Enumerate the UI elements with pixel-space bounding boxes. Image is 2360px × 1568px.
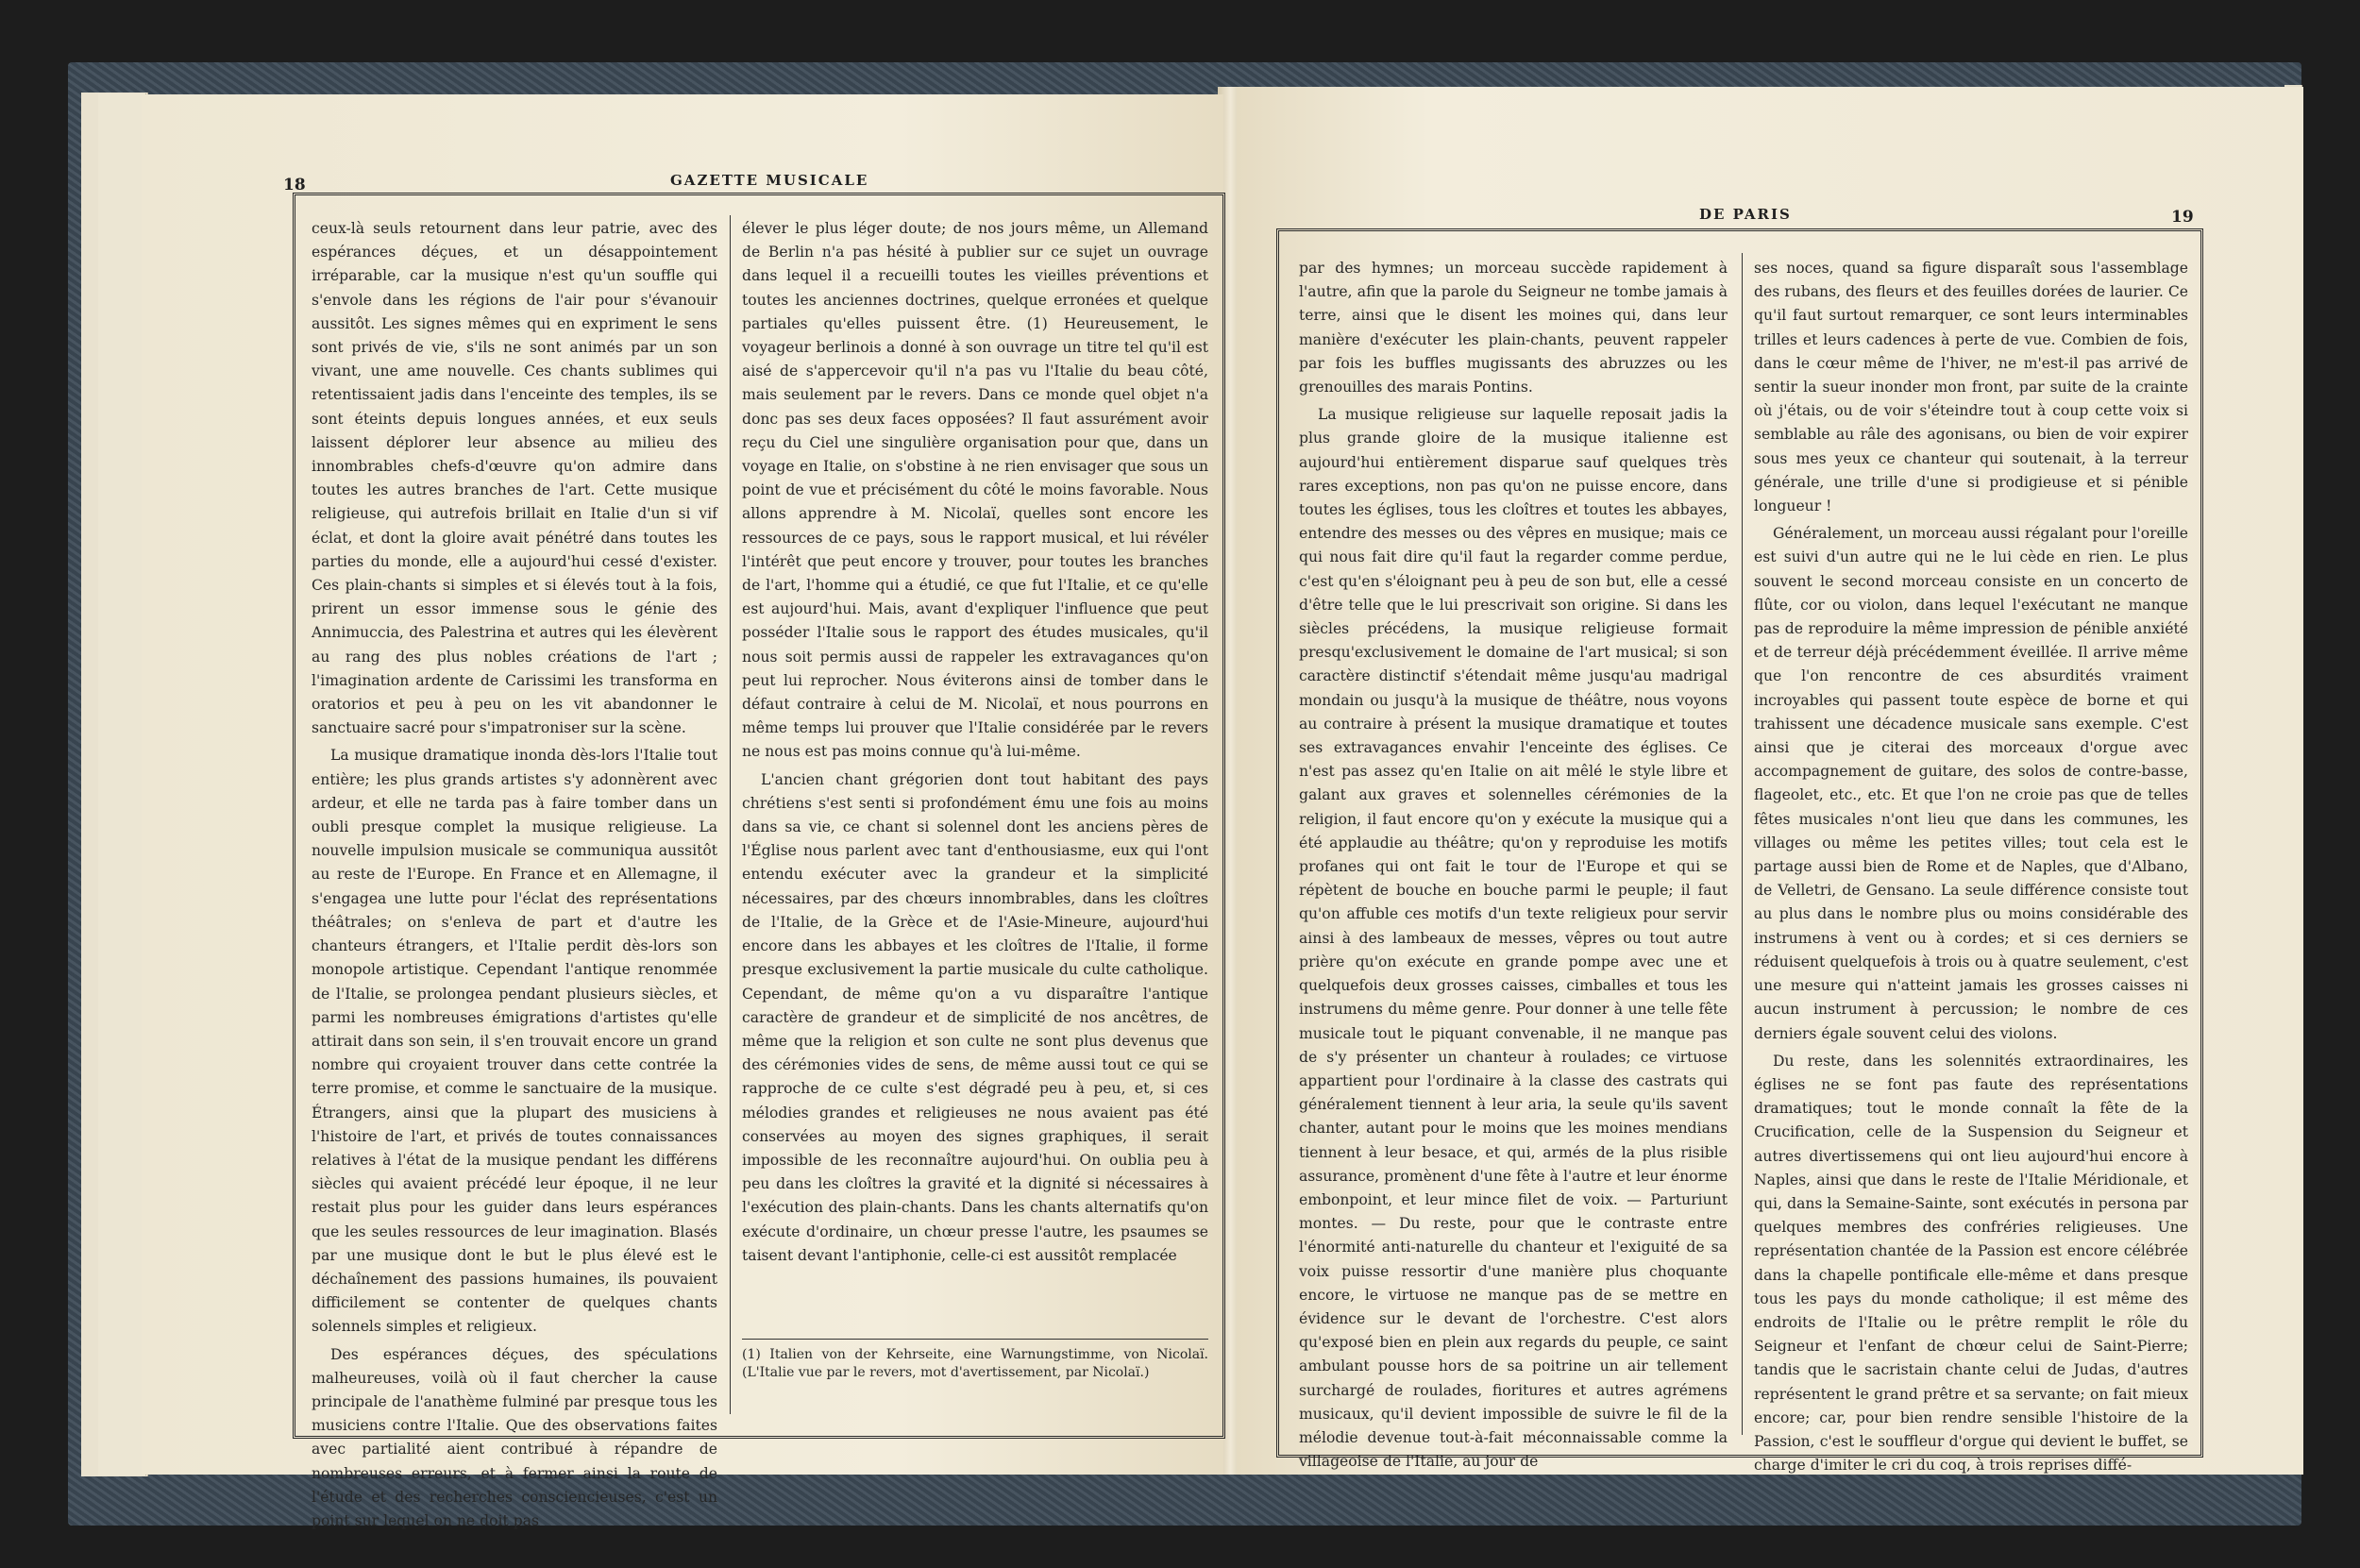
running-head: GAZETTE MUSICALE [670,172,869,189]
right-page-column-1 [1299,257,1728,1471]
running-head: DE PARIS [1699,206,1792,223]
footnote: (1) Italien von der Kehrseite, eine Warnungstimme, von Nicolaï. (L'Italie vue par le revers, mot d'avertissement, par Nicolaï.) [742,1347,1208,1380]
left-page-column-1 [312,217,717,1529]
column-rule [730,215,731,1414]
paragraph: élever le plus léger doute; de nos jours même, un Allemand de Berlin n'a pas hésité à publier sur ce sujet un ouvrage dans lequel il a recueilli toutes les vieilles préventions et toutes les anciennes doctrines, quelque erronées et quelque partiales qu'elles puissent être. (1) Heureusement, le voyageur berlinois a donné à son ouvrage un titre tel qu'il est aisé de s'appercevoir qu'il n'a pas vu l'Italie du beau côté, mais seulement par le revers. Dans ce monde quel objet n'a donc pas ses deux faces opposées? Il faut assurément avoir reçu du Ciel une singulière organisation pour que, dans un voyage en Italie, on s'obstine à ne rien envisager que sous un point de vue et précisément du côté le moins favorable. Nous allons apprendre à M. Nicolaï, quelles sont encore les ressources de ce pays, sous le rapport musical, et lui révéler l'intérêt que peut encore y trouver, pour toutes les branches de l'art, l'homme qui a étudié, ce que fut l'Italie, et ce qu'elle est aujourd'hui. Mais, avant d'expliquer l'influence que peut posséder l'Italie sous le rapport des études musicales, qu'il nous soit permis aussi de rappeler les extravagances qu'on peut lui reprocher. Nous éviterons ainsi de tomber dans le défaut contraire à celui de M. Nicolaï, et nous pourrons en même temps lui prouver que l'Italie considérée par le revers ne nous est pas moins connue qu'à lui-même. [742,220,1208,761]
paragraph: ceux-là seuls retournent dans leur patrie, avec des espérances déçues, et un désappointement irréparable, car la musique n'est qu'un souffle qui s'envole dans les régions de l'air pour s'évanouir aussitôt. Les signes mêmes qui en expriment le sens sont privés de vie, s'ils ne sont animés par un son vivant, une ame nouvelle. Ces chants sublimes qui retentissaient jadis dans l'enceinte des temples, ils se sont éteints depuis longues années, et eux seuls laissent déplorer leur absence au milieu des innombrables chefs-d'œuvre qu'on admire dans toutes les autres branches de l'art. Cette musique religieuse, qui autrefois brillait en Italie d'un si vif éclat, et dont la gloire avait pénétré dans toutes les parties du monde, elle a aujourd'hui cessé d'exister. Ces plain-chants si simples et si élevés tout à la fois, prirent un essor immense sous le génie des Annimuccia, des Palestrina et autres qui les élevèrent au rang des plus nobles créations de l'art ; l'imagination ardente de Carissimi les transforma en oratorios et peu à peu on les vit abandonner le sanctuaire sacré pour s'impatroniser sur la scène. [312,220,717,737]
page-number: 18 [283,176,306,194]
paragraph: La musique religieuse sur laquelle reposait jadis la plus grande gloire de la musique italienne est aujourd'hui entièrement disparue sauf quelques très rares exceptions, non pas qu'on ne puisse encore, dans toutes les églises, tous les cloîtres et toutes les abbayes, entendre des messes ou des vêpres en musique; mais ce qui nous fait dire qu'il faut la regarder comme perdue, c'est qu'en s'éloignant peu à peu de son but, elle a cessé d'être telle que le lui prescrivait son origine. Si dans les siècles précédens, la musique religieuse formait presqu'exclusivement le domaine de l'art musical; si son caractère distinctif s'étendait même jusqu'au madrigal mondain ou jusqu'à la musique de théâtre, nous voyons au contraire à présent la musique dramatique et toutes ses extravagances envahir l'enceinte des églises. Ce n'est pas assez qu'en Italie on ait mêlé le style libre et galant aux graves et solennelles cérémonies de la religion, il faut encore qu'on y exécute la musique qui a été applaudie au théâtre; qu'on y reproduise les motifs profanes qui ont fait le tour de l'Europe et qui se répètent de bouche en bouche parmi le peuple; il faut qu'on affuble ces motifs d'un texte religieux pour servir ainsi à des lambeaux de messes, vêpres ou tout autre prière qu'on exécute en grande pompe avec une et quelquefois deux grosses caisses, cimballes et tous les instrumens du même genre. Pour donner à une telle fête musicale tout le piquant convenable, il ne manque pas de s'y présenter un chanteur à roulades; ce virtuose appartient pour l'ordinaire à la classe des castrats qui généralement tiennent à leur aria, la seule qu'ils savent chanter, autant pour le moins que les moines mendians tiennent à leur besace, et qui, armés de la plus risible assurance, promènent d'une fête à l'autre et leur énorme embonpoint, et leur mince filet de voix. — Parturiunt montes. — Du reste, pour que le contraste entre l'énormité anti-naturelle du chanteur et l'exiguité de sa voix puisse ressortir d'une manière plus choquante encore, le virtuose ne manque pas de se mettre en évidence sur le devant de l'orchestre. C'est alors qu'exposé bien en plein aux regards du peuple, ce saint ambulant pousse hors de sa poitrine un air tellement surchargé de roulades, fioritures et autres agrémens musicaux, qu'il devient impossible de suivre le fil de la mélodie devenue tout-à-fait méconnaissable comme la villageoise de l'Italie, au jour de [1299,406,1728,1471]
right-page [1237,87,2303,1475]
page-number: 19 [2171,208,2194,227]
left-page-column-2 [742,217,1208,1293]
paragraph: ses noces, quand sa figure disparaît sous l'assemblage des rubans, des fleurs et des feuilles dorées de laurier. Ce qu'il faut surtout remarquer, ce sont leurs interminables trilles et leurs cadences à perte de vue. Combien de fois, dans le cœur même de l'hiver, ne m'est-il pas arrivé de sentir la sueur inonder mon front, par suite de la crainte où j'étais, ou de voir s'éteindre tout à coup cette voix si semblable au râle des agonisans, ou bien de voir expirer sous mes yeux ce chanteur qui soutenait, à la terreur générale, une trille d'une si prodigieuse et si pénible longueur ! [1754,260,2188,515]
paragraph: Du reste, dans les solennités extraordinaires, les églises ne se font pas faute des représentations dramatiques; tout le monde connaît la fête de la Crucification, celle de la Suspension du Seigneur et autres divertissemens qui ont lieu aujourd'hui encore à Naples, ainsi que dans le reste de l'Italie Méridionale, et qui, dans la Semaine-Sainte, sont exécutés in persona par quelques membres des confréries religieuses. Une représentation chantée de la Passion est encore célébrée dans la chapelle pontificale elle-même et dans presque tous les pays du monde catholique; il est même des endroits de l'Italie ou le prêtre remplit le rôle du Seigneur et l'enfant de chœur celui de Saint-Pierre; tandis que le sacristain chante celui de Judas, d'autres représentent le grand prêtre et sa servante; on fait mieux encore; car, pour bien rendre sensible l'histoire de la Passion, c'est le souffleur d'orgue qui devient le buffet, se charge d'imiter le cri du coq, à trois reprises diffé- [1754,1052,2188,1475]
paragraph: Des espérances déçues, des spéculations malheureuses, voilà où il faut chercher la cause principale de l'anathème fulminé par presque tous les musiciens contre l'Italie. Que des observations faites avec partialité aient contribué à répandre de nombreuses erreurs, et à fermer ainsi la route de l'étude et des recherches consciencieuses, c'est un point sur lequel on ne doit pas [312,1345,717,1529]
paragraph: par des hymnes; un morceau succède rapidement à l'autre, afin que la parole du Seigneur ne tombe jamais à terre, ainsi que le disent les moines qui, dans leur manière d'exécuter les plain-chants, peuvent rappeler par fois les buffles mugissants des abruzzes ou les grenouilles des marais Pontins. [1299,260,1728,396]
paragraph: La musique dramatique inonda dès-lors l'Italie tout entière; les plus grands artistes s'y adonnèrent avec ardeur, et elle ne tarda pas à faire tomber dans un oubli presque complet la musique religieuse. La nouvelle impulsion musicale se communiqua aussitôt au reste de l'Europe. En France et en Allemagne, il s'engagea une lutte pour l'éclat des représentations théâtrales; on s'enleva de part et d'autre les chanteurs étrangers, et l'Italie perdit dès-lors son monopole artistique. Cependant l'antique renommée de l'Italie, se prolongea pendant plusieurs siècles, et parmi les nombreuses émigrations d'artistes qu'elle attirait dans son sein, il s'en trouvait encore un grand nombre qui croyaient trouver dans cette contrée la terre promise, et comme le sanctuaire de la musique. Étrangers, ainsi que la plupart des musiciens à l'histoire de l'art, et privés de toutes connaissances relatives à l'état de la musique pendant les différens siècles qui avaient précédé leur époque, il ne leur restait plus pour les guider dans leurs espérances que les seules ressources de leur imagination. Blasés par une musique dont le but le plus élevé est le déchaînement des passions humaines, ils pouvaient difficilement se contenter de quelques chants solennels simples et religieux. [312,747,717,1336]
page-edges-left-inner [98,93,146,1475]
footnote-rule [742,1339,1208,1340]
paragraph: Généralement, un morceau aussi régalant pour l'oreille est suivi d'un autre qui ne le lui cède en rien. Le plus souvent le second morceau consiste en un concerto de flûte, cor ou violon, dans lequel l'exécutant ne manque pas de reproduire la même impression de pénible anxiété et de terreur déjà précédemment éveillée. Il arrive même que l'on rencontre de ces absurdités vraiment incroyables qui passent toute espèce de borne et qui trahissent une décadence musicale sans exemple. C'est ainsi que je citerai des morceaux d'orgue avec accompagnement de guitare, des solos de contre-basse, flageolet, etc., etc. Et que l'on ne croie pas que de telles fêtes musicales n'ont lieu que dans les communes, les villages ou même les petites villes; tout cela est le partage aussi bien de Rome et de Naples, que d'Albano, de Velletri, de Gensano. La seule différence consiste tout au plus dans le nombre plus ou moins considérable des instrumens à vent ou à cordes; et si ces derniers se réduisent quelquefois à trois ou à quatre seulement, c'est une mesure qui n'atteint jamais les grosses caisses ni aucun instrument à percussion; le nombre de ces derniers égale souvent celui des violons. [1754,525,2188,1042]
paragraph: L'ancien chant grégorien dont tout habitant des pays chrétiens s'est senti si profondément ému une fois au moins dans sa vie, ce chant si solennel dont les anciens pères de l'Église nous parlent avec tant d'enthousiasme, eux qui l'ont entendu exécuter avec la grandeur et la simplicité nécessaires, par des chœurs innombrables, dans les cloîtres de l'Italie, de la Grèce et de l'Asie-Mineure, aujourd'hui encore dans les abbayes et les cloîtres de l'Italie, il forme presque exclusivement la partie musicale du culte catholique. Cependant, de même qu'on a vu disparaître l'antique caractère de grandeur et de simplicité de nos ancêtres, de même que la religion et son culte ne sont plus devenus que des cérémonies vides de sens, de même aussi tout ce qui se rapproche de ce culte s'est dégradé peu à peu, et, si ces mélodies grandes et religieuses ne nous avaient pas été conservées au moyen des signes graphiques, il serait impossible de les reconnaître aujourd'hui. On oublia peu à peu dans les cloîtres la gravité et la dignité si nécessaires à l'exécution des plain-chants. Dans les chants alternatifs qu'on exécute d'ordinaire, un chœur presse l'autre, les psaumes se taisent devant l'antiphonie, celle-ci est aussitôt remplacée [742,770,1208,1264]
left-page [142,94,1223,1529]
right-page-column-2 [1754,257,2188,1475]
column-rule [1742,253,1743,1435]
